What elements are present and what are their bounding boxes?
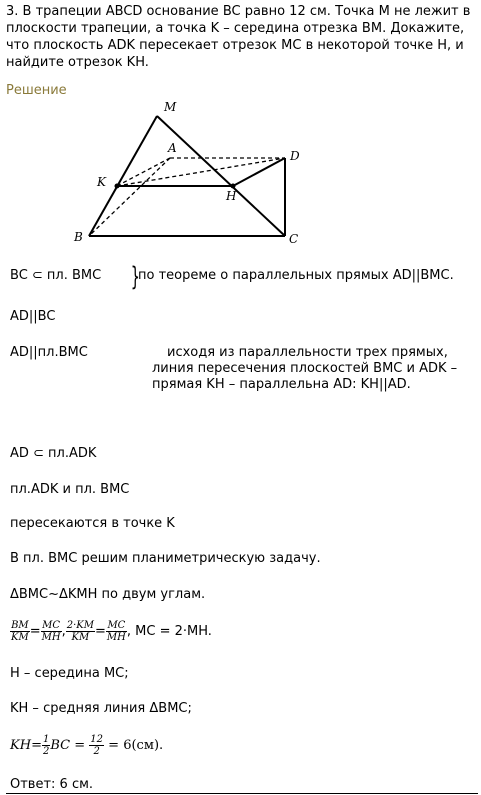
solution-heading: Решение xyxy=(6,83,67,98)
label-A: A xyxy=(168,141,177,155)
line-similar: ΔBMC~ΔKMH по двум углам. xyxy=(10,587,206,602)
line-midline: KH – средняя линия ΔBMC; xyxy=(10,701,192,716)
label-C: C xyxy=(289,232,299,246)
problem-statement: 3. В трапеции ABCD основание BC равно 12 см. Точка M не лежит в плоскости трапеции, а точка K – середина отрезка BM. Докажите, что плоскость ADK пересекает отрезок MC в некоторой точке H, и найдите отрезок KH. xyxy=(6,4,471,70)
fraction-12-2: $\frac{12}{2}$ xyxy=(90,734,104,757)
label-M: M xyxy=(164,100,177,114)
fraction-mc-mh-2: $\frac{MC}{MH}$ xyxy=(106,620,126,643)
trapezoid-figure xyxy=(0,0,481,260)
answer: Ответ: 6 см. xyxy=(10,777,94,792)
fraction-mc-mh: $\frac{MC}{MH}$ xyxy=(41,620,61,643)
brace-icon: } xyxy=(130,262,140,292)
line-planimetric: В пл. BMC решим планиметрическую задачу. xyxy=(10,551,321,566)
edge-AB xyxy=(89,158,170,236)
line-reason-2c: прямая KH – параллельна AD: KH||AD. xyxy=(152,377,411,392)
edge-MC xyxy=(157,116,285,236)
fraction-bm-km: $\frac{BM}{KM}$ xyxy=(11,620,29,643)
proportion-tail: , MC = 2·MH. xyxy=(126,624,212,639)
point-K xyxy=(115,184,120,189)
fraction-half: $\frac{1}{2}$ xyxy=(42,734,50,757)
line-reason-2a: исходя из параллельности трех прямых, xyxy=(167,345,448,360)
label-K: K xyxy=(97,175,106,189)
fraction-2km-km: $\frac{2\cdot KM}{KM}$ xyxy=(66,620,94,643)
proportion-formula: $\frac{BM}{KM}$ = $\frac{MC}{MH}$ , $\frac{2\cdot KM}{KM}$ = $\frac{MC}{MH}$ , MC = 2·MH. xyxy=(11,620,212,643)
line-reason-2b: линия пересечения плоскостей BMC и ADK – xyxy=(152,361,458,376)
line-planes: пл.ADK и пл. BMC xyxy=(10,482,130,497)
line-reason-1: по теореме о параллельных прямых AD||BMC. xyxy=(138,268,454,283)
label-H: H xyxy=(226,189,237,203)
line-bc-in-plane: BC ⊂ пл. BMC xyxy=(10,268,102,283)
line-ad-in-adk: AD ⊂ пл.ADK xyxy=(10,446,97,461)
line-ad-parallel-plane: AD||пл.BMC xyxy=(10,345,88,360)
line-intersect: пересекаются в точке K xyxy=(10,516,175,531)
label-B: B xyxy=(74,230,83,244)
line-h-midpoint: H – середина MC; xyxy=(10,666,129,681)
point-H xyxy=(231,184,236,189)
label-D: D xyxy=(290,149,300,163)
line-ad-parallel-bc: AD||BC xyxy=(10,309,56,324)
kh-formula: KH= $\frac{1}{2}$ BC = $\frac{12}{2}$ = 6(см). xyxy=(10,734,164,757)
answer-underline xyxy=(6,793,478,794)
